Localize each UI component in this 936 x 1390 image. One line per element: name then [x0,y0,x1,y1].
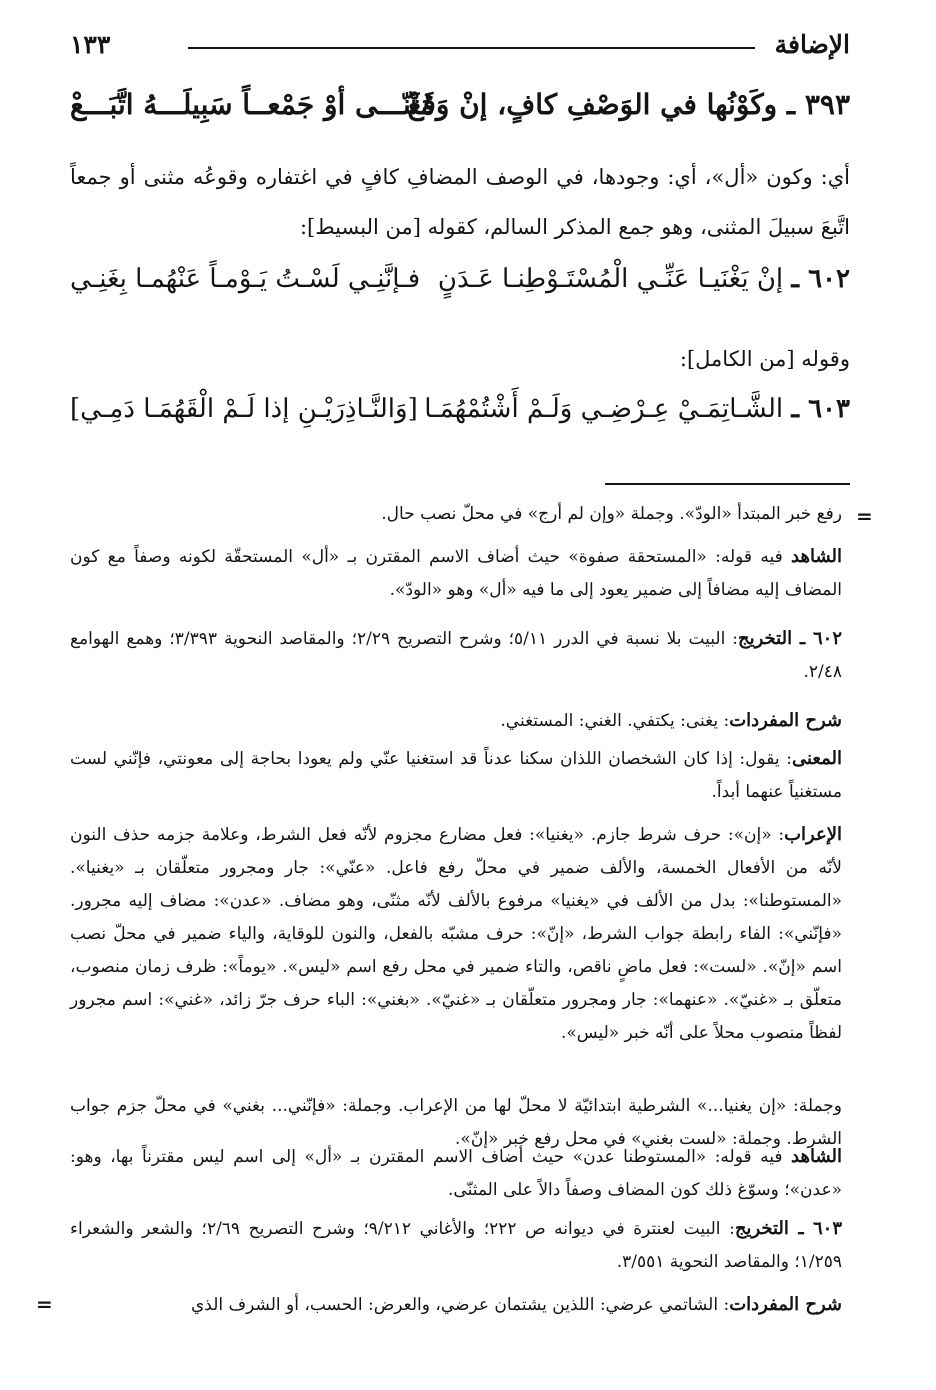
footnote-text: : البيت بلا نسبة في الدرر ٥/١١؛ وشرح التصريح ٢/٢٩؛ والمقاصد النحوية ٣/٣٩٣؛ وهمع الهوامع ٢/٤٨. [70,629,842,682]
continuation-mark-bottom: = [36,1292,53,1316]
footnote-sentences-602: وجملة: «إن يغنيا...» الشرطية ابتدائيّة لا محلّ لها من الإعراب. وجملة: «فإنّني... بغني» في محلّ جزم جواب الشرط. وجملة: «لست بغني» في محل رفع خبر «إنّ». [70,1096,842,1149]
verse-393-first-hemistich [408,88,850,121]
commentary-paragraph: أي: وكون «أل»، أي: وجودها، في الوصف المضافِ كافٍ في اغتفاره وقوعُه مثنى أو جمعاً اتَّبعَ سبيلَ المثنى، وهو جمع المذكر السالم، كقوله [من البسيط]: [70,165,850,239]
page-number: ١٣٣ [70,30,111,59]
footnote-text: : البيت لعنترة في ديوانه ص ٢٢٢؛ والأغاني ٩/٢١٢؛ وشرح التصريح ٢/٦٩؛ والشعر والشعراء ١/٢٥٩؛ والمقاصد النحوية ٣/٥٥١. [70,1219,842,1272]
verse-603-right-text: الشَّـاتِمَـيْ عِـرْضِـي وَلَـمْ أَشْتُمْهُمَـا [424,394,784,424]
footnote-continuation: رفع خبر المبتدأ «الودّ». وجملة «وإن لم أرج» في محلّ نصب حال. [381,504,842,524]
verse-602-second-hemistich: فـإنَّنِـي لَسْـتُ يَـوْمـاً عَنْهُمـا بِغَنِـي [70,264,421,294]
verse-393 [70,88,850,134]
verse-603-number: ٦٠٣ ـ [791,394,850,424]
footnote-label: ٦٠٣ ـ التخريج [734,1218,843,1239]
verse-393-second-hemistich: مُثَنّـــى أوْ جَمْعــاً سَبِيلَـــهُ اتَّبَـــعْ [70,88,435,121]
footnote-text: : يغنى: يكتفي. الغني: المستغني. [500,711,730,731]
verse-602-first-hemistich [438,264,850,294]
footnote-meaning-602 [70,742,842,809]
footnote-text: : الشاتمي عرضي: اللذين يشتمان عرضي، والعرض: الحسب، أو الشرف الذي [191,1295,730,1315]
footnote-label: شرح المفردات [729,1294,842,1315]
footnote-takhrij-602 [70,622,842,689]
continuation-mark-top: = [856,504,873,528]
footnote-parsing-602 [70,818,842,1050]
verse-602-right-text: إنْ يَغْنَيـا عَنِّـي الْمُسْتَـوْطِنـا عَـدَنٍ [437,264,784,294]
verse-602-number: ٦٠٢ ـ [791,264,850,294]
verse-393-right-text: وكَوْنُها في الوَصْفِ كافٍ، إنْ وَقَعْ [407,88,778,121]
footnote-label: الشاهد [791,1146,842,1167]
verse-603-second-hemistich: [وَالنَّـاذِرَيْـنِ إذا لَـمْ الْقَهُمَـا دَمِـي] [70,394,418,424]
footnote-takhrij-603 [70,1212,842,1279]
footnote-separator [605,483,850,485]
footnote-label: المعنى [791,748,842,769]
verse-603 [70,394,850,440]
footnote-label: شرح المفردات [729,710,842,731]
footnote-text: : «إن»: حرف شرط جازم. «يغنيا»: فعل مضارع مجزوم لأنّه فعل الشرط، وعلامة جزمه حذف النون لأنّه من الأفعال الخمسة، والألف ضمير في محلّ رفع فاعل. «عنّي»: جار ومجرور متعلّقان بـ «يغنيا». «المستوطنا»: بدل من الألف في «يغنيا» مرفوع بالألف لأنّه مثنّى، وهو مضاف. «عدن»: مضاف إليه مجرور. «فإنّني»: الفاء رابطة جواب الشرط، «إنّ»: حرف مشبّه بالفعل، والنون للوقاية، والياء ضمير في محلّ نصب اسم «إنّ». «لست»: فعل ماضٍ ناقص، والتاء ضمير في محل رفع اسم «ليس». «يوماً»: ظرف زمان منصوب، متعلّق بـ «غنيّ». «عنهما»: جار ومجرور متعلّقان بـ «غنيّ». «بغني»: الباء حرف جرّ زائد، «غني»: اسم مجرور لفظاً منصوب محلاً على أنّه خبر «ليس». [70,825,843,1043]
footnote-vocabulary-603 [64,1288,842,1322]
footnote-text: فيه قوله: «المستحقة صفوة» حيث أضاف الاسم المقترن بـ «أل» المستحقّة لكونه وصفاً مع كون المضاف إليه مضافاً إلى ضمير يعود إلى ما فيه «أل» وهو «الودّ». [70,547,842,600]
footnote-label: الشاهد [791,546,842,567]
footnote-text: فيه قوله: «المستوطنا عدن» حيث أضاف الاسم المقترن بـ «أل» إلى اسم ليس مقترناً بها، وهو: «عدن»؛ وسوّغ ذلك كون المضاف وصفاً دالاً على المثنّى. [70,1147,842,1200]
kamil-intro: وقوله [من الكامل]: [679,347,850,371]
footnote-vocabulary-602 [70,704,842,738]
verse-393-number: ٣٩٣ ـ [786,88,850,121]
verse-602 [70,264,850,310]
footnote-label: ٦٠٢ ـ التخريج [737,628,842,649]
verse-603-first-hemistich [424,394,850,424]
footnote-witness-602 [70,1140,842,1207]
page-header [70,30,850,64]
footnote-label: الإعراب [784,824,842,845]
footnote-witness-1 [70,540,842,607]
chapter-title: الإضافة [774,30,850,59]
footnote-text: : يقول: إذا كان الشخصان اللذان سكنا عدناً قد استغنيا عنّي ولم يعودا بحاجة إلى معونتي، فإنّني لست مستغنياً عنهما أبداً. [70,749,842,802]
header-rule [188,47,755,49]
